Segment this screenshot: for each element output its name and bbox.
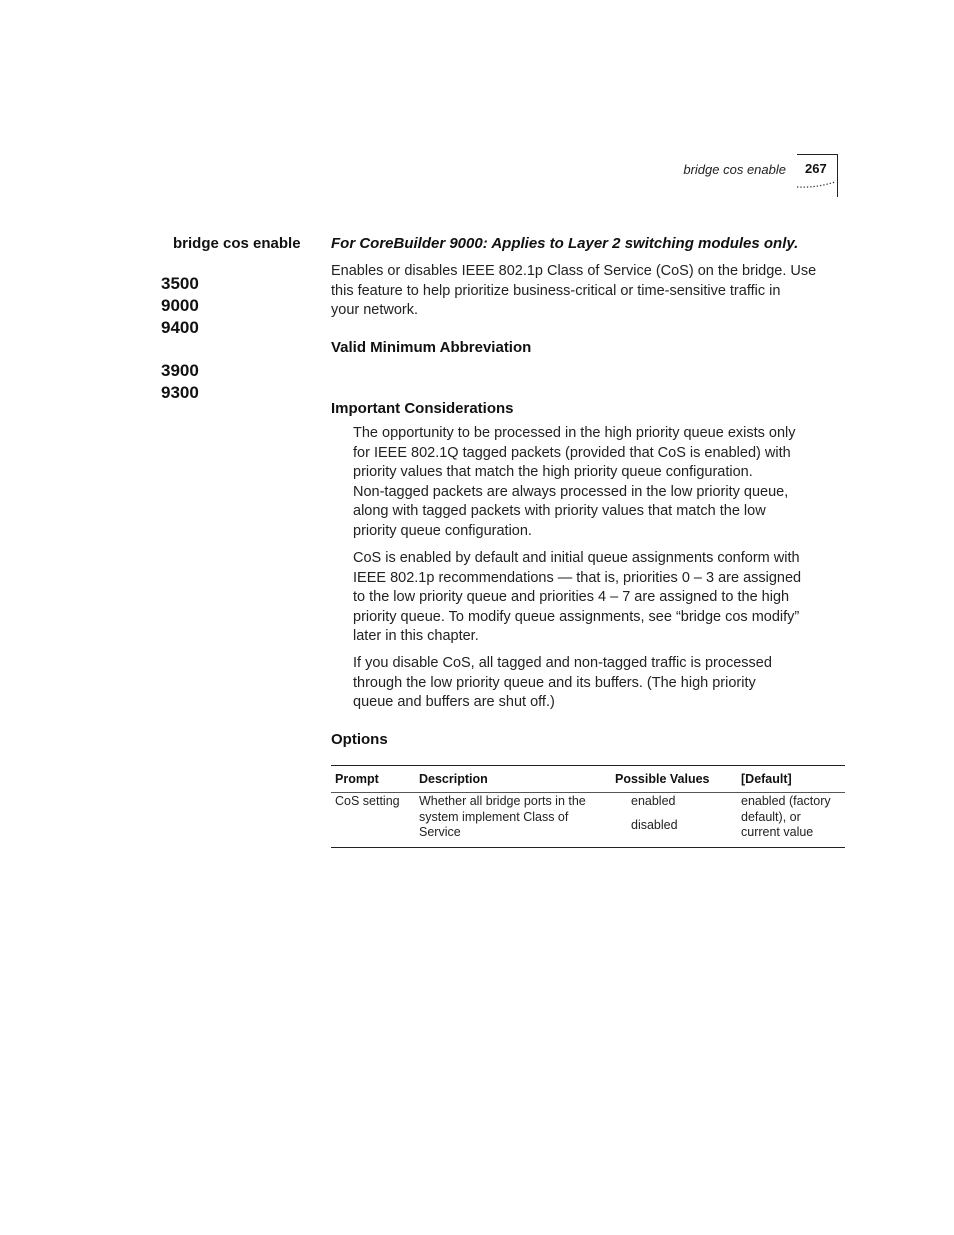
text-line: default), or (741, 809, 801, 824)
column-header-description: Description (415, 766, 611, 793)
text-line: If you disable CoS, all tagged and non-tagged traffic is processed (353, 655, 772, 671)
column-header-possible-values: Possible Values (611, 766, 737, 793)
applies-note: For CoreBuilder 9000: Applies to Layer 2 switching modules only. (331, 235, 799, 252)
text-line: along with tagged packets with priority values that match the low (353, 503, 766, 519)
text-line: to the low priority queue and priorities 4 – 7 are assigned to the high (353, 589, 790, 605)
heading-valid-minimum-abbreviation: Valid Minimum Abbreviation (331, 339, 532, 356)
text-line: Whether all bridge ports in the (419, 794, 586, 808)
header-rule-vertical (837, 154, 838, 197)
cell-possible-values (611, 793, 737, 848)
heading-options: Options (331, 731, 388, 748)
options-table (331, 765, 845, 848)
header-dotted-curve-icon (796, 180, 836, 190)
platform-label: 9300 (161, 383, 199, 402)
platform-label: 9400 (161, 318, 199, 337)
value-disabled: disabled (631, 817, 678, 832)
text-line: CoS is enabled by default and initial queue assignments conform with (353, 550, 800, 566)
text-line: enabled (factory (741, 794, 831, 808)
platform-label: 3900 (161, 361, 199, 380)
text-line: Service (419, 825, 461, 839)
text-line: this feature to help prioritize business-critical or time-sensitive traffic in (331, 282, 781, 299)
text-line: for IEEE 802.1Q tagged packets (provided that CoS is enabled) with (353, 444, 791, 461)
cell-description (415, 793, 611, 848)
text-line: system implement Class of (419, 809, 569, 824)
text-line: priority values that match the high priority queue configuration. (353, 464, 753, 480)
header-rule-horizontal (797, 154, 838, 155)
text-line: queue and buffers are shut off.) (353, 694, 555, 710)
text-line: your network. (331, 302, 419, 318)
column-header-default: [Default] (737, 766, 845, 793)
command-name: bridge cos enable (173, 235, 301, 252)
heading-important-considerations: Important Considerations (331, 400, 514, 417)
text-line: Enables or disables IEEE 802.1p Class of Service (CoS) on the bridge. Use (331, 263, 817, 279)
running-header-title: bridge cos enable (683, 162, 786, 177)
consideration-paragraph-2 (353, 549, 843, 647)
page-number: 267 (805, 161, 827, 176)
platform-label: 9000 (161, 296, 199, 315)
consideration-paragraph-1 (353, 424, 843, 541)
consideration-paragraph-3 (353, 654, 843, 713)
intro-paragraph (331, 262, 843, 321)
text-line: IEEE 802.1p recommendations — that is, priorities 0 – 3 are assigned (353, 569, 802, 586)
platform-label: 3500 (161, 274, 199, 293)
text-line: current value (741, 825, 814, 839)
text-line: Non-tagged packets are always processed in the low priority queue, (353, 483, 789, 500)
text-line: The opportunity to be processed in the high priority queue exists only (353, 425, 796, 441)
table-row (331, 793, 845, 848)
text-line: later in this chapter. (353, 628, 479, 644)
cell-prompt: CoS setting (335, 794, 400, 808)
value-enabled: enabled (631, 794, 676, 808)
column-header-prompt: Prompt (331, 766, 415, 793)
cell-default (737, 793, 845, 848)
table-header-row (331, 766, 845, 793)
text-line: priority queue configuration. (353, 522, 532, 539)
text-line: through the low priority queue and its buffers. (The high priority (353, 674, 756, 691)
text-line: priority queue. To modify queue assignments, see “bridge cos modify” (353, 608, 800, 625)
